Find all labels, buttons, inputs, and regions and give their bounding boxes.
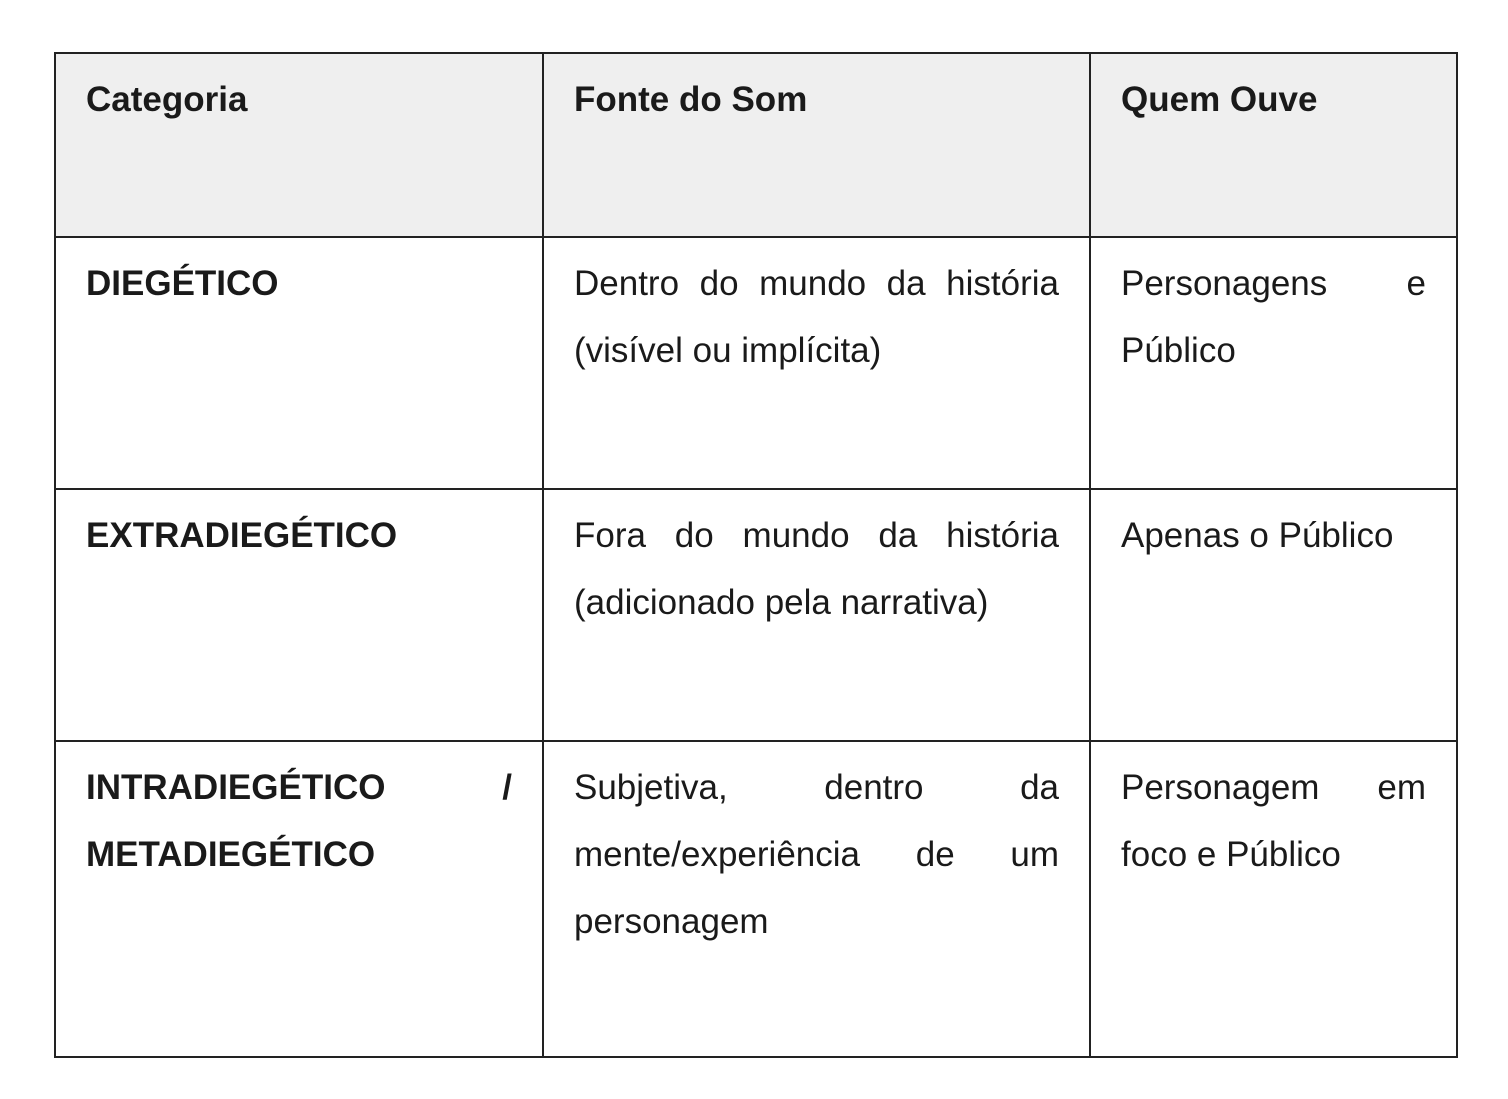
- table-row: [55, 489, 1457, 741]
- header-fonte: Fonte do Som: [543, 53, 1090, 237]
- cell-fonte: Subjetiva, dentro da mente/experiência de um personagem: [543, 741, 1090, 1057]
- cell-categoria: INTRADIEGÉTICO / METADIEGÉTICO: [55, 741, 543, 1057]
- cell-fonte: Fora do mundo da história (adicionado pela narrativa): [543, 489, 1090, 741]
- header-quem: Quem Ouve: [1090, 53, 1457, 237]
- sound-categories-table: [54, 52, 1458, 1058]
- cell-fonte: Dentro do mundo da história (visível ou implícita): [543, 237, 1090, 489]
- header-categoria: Categoria: [55, 53, 543, 237]
- cell-quem: Personagem em foco e Público: [1090, 741, 1457, 1057]
- cell-quem: Personagens e Público: [1090, 237, 1457, 489]
- table-row: [55, 237, 1457, 489]
- table-row: [55, 741, 1457, 1057]
- header-row: [55, 53, 1457, 237]
- cell-categoria: DIEGÉTICO: [55, 237, 543, 489]
- cell-categoria: EXTRADIEGÉTICO: [55, 489, 543, 741]
- cell-quem: Apenas o Público: [1090, 489, 1457, 741]
